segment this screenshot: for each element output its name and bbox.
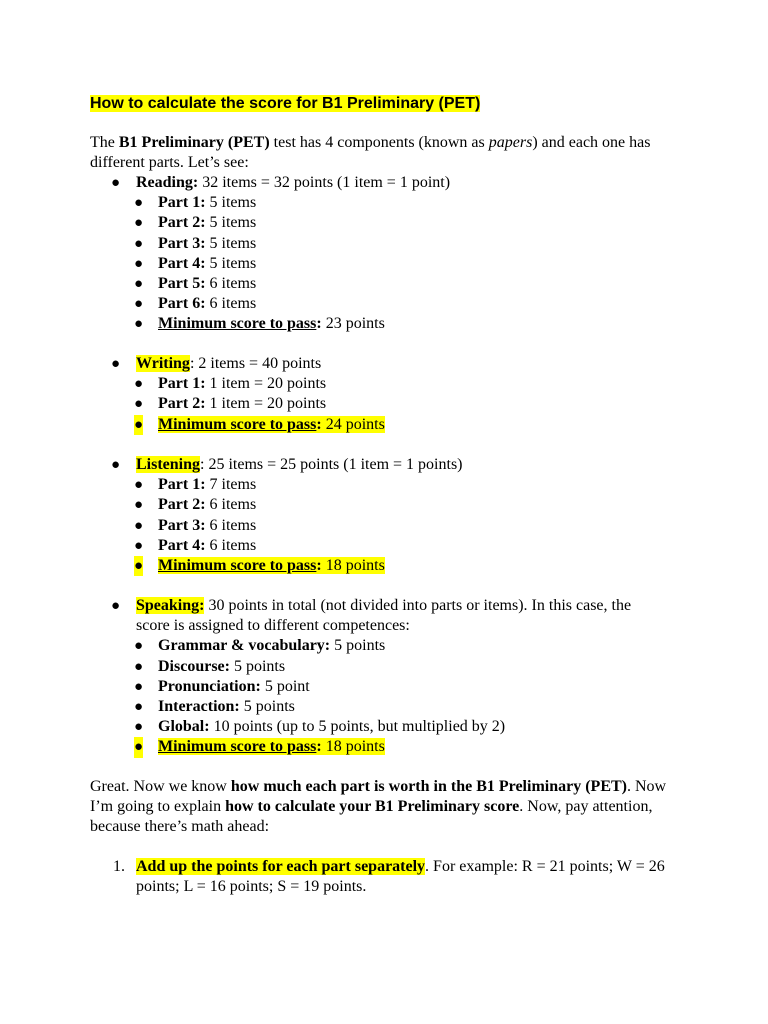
list-item: ● Part 4: 5 items (0, 254, 768, 274)
list-item: ● Part 5: 6 items (0, 274, 768, 294)
bullet-icon: ● (134, 195, 144, 212)
bullet-icon: ● (134, 316, 144, 333)
bullet-icon: ● (134, 477, 144, 494)
bullet-icon: ● (134, 497, 144, 514)
bullet-icon: ● (134, 638, 144, 655)
bullet-icon: ● (134, 296, 144, 313)
list-item: ● Part 2: 6 items (0, 495, 768, 515)
list-item: ● Reading: 32 items = 32 points (1 item = 1 point) (0, 173, 768, 193)
step-number: 1. (113, 858, 125, 875)
bullet-icon: ● (134, 658, 144, 675)
list-item: ● Part 1: 7 items (0, 475, 768, 495)
list-item: ● Interaction: 5 points (0, 697, 768, 717)
bullet-icon: ● (134, 537, 144, 554)
bullet-icon: ● (134, 215, 144, 232)
list-item: ● Writing: 2 items = 40 points (0, 354, 768, 374)
bullet-icon: ● (134, 276, 144, 293)
bullet-icon: ● (111, 457, 121, 473)
bullet-icon: ● (134, 376, 144, 393)
minimum-score-item: ● Minimum score to pass: 18 points (0, 556, 768, 576)
bullet-icon: ● (134, 737, 143, 757)
list-item: ● Part 2: 5 items (0, 213, 768, 233)
minimum-score-item: ● Minimum score to pass: 24 points (0, 415, 768, 435)
writing-section (0, 354, 768, 435)
step-text: Add up the points for each part separately. For example: R = 21 points; W = 26 points; L = 16 points; S = 19 points. (136, 858, 665, 896)
list-item: ● Pronunciation: 5 point (0, 677, 768, 697)
bullet-icon: ● (134, 415, 143, 435)
bullet-icon: ● (134, 556, 143, 576)
list-item: ● Part 4: 6 items (0, 536, 768, 556)
minimum-score-item: ● Minimum score to pass: 23 points (0, 314, 768, 334)
bullet-icon: ● (111, 356, 121, 372)
list-item: ● Part 1: 1 item = 20 points (0, 374, 768, 394)
bullet-icon: ● (111, 175, 121, 191)
list-item: ● Global: 10 points (up to 5 points, but multiplied by 2) (0, 717, 768, 737)
bullet-icon: ● (134, 255, 144, 272)
page-title: How to calculate the score for B1 Preliminary (PET) (90, 95, 481, 112)
list-item: ● Grammar & vocabulary: 5 points (0, 636, 768, 656)
list-item: ● Speaking: 30 points in total (not divided into parts or items). In this case, the score is assigned to different competences: (111, 597, 632, 635)
list-item: ● Discourse: 5 points (0, 657, 768, 677)
bullet-icon: ● (134, 235, 144, 252)
list-item: ● Listening: 25 items = 25 points (1 item = 1 points) (0, 455, 768, 475)
bullet-icon: ● (134, 517, 144, 534)
list-item: ● Part 3: 6 items (0, 516, 768, 536)
list-item: ● Part 1: 5 items (0, 193, 768, 213)
reading-section (0, 173, 768, 335)
bullet-icon: ● (134, 699, 144, 716)
list-item: ● Part 3: 5 items (0, 234, 768, 254)
listening-section (0, 455, 768, 576)
bullet-icon: ● (134, 396, 144, 413)
explanation-paragraph: Great. Now we know how much each part is worth in the B1 Preliminary (PET). Now I’m going to explain how to calculate your B1 Preliminary score. Now, pay attention, because there’s math ahead: (90, 778, 667, 836)
bullet-icon: ● (134, 719, 144, 736)
minimum-score-item: ● Minimum score to pass: 18 points (0, 737, 768, 757)
numbered-step-1 (0, 857, 768, 897)
list-item: ● Part 2: 1 item = 20 points (0, 394, 768, 414)
bullet-icon: ● (111, 598, 121, 614)
list-item: ● Part 6: 6 items (0, 294, 768, 314)
speaking-section (0, 596, 768, 758)
intro-paragraph: The B1 Preliminary (PET) test has 4 components (known as papers) and each one has different parts. Let’s see: (90, 134, 651, 172)
bullet-icon: ● (134, 678, 144, 695)
